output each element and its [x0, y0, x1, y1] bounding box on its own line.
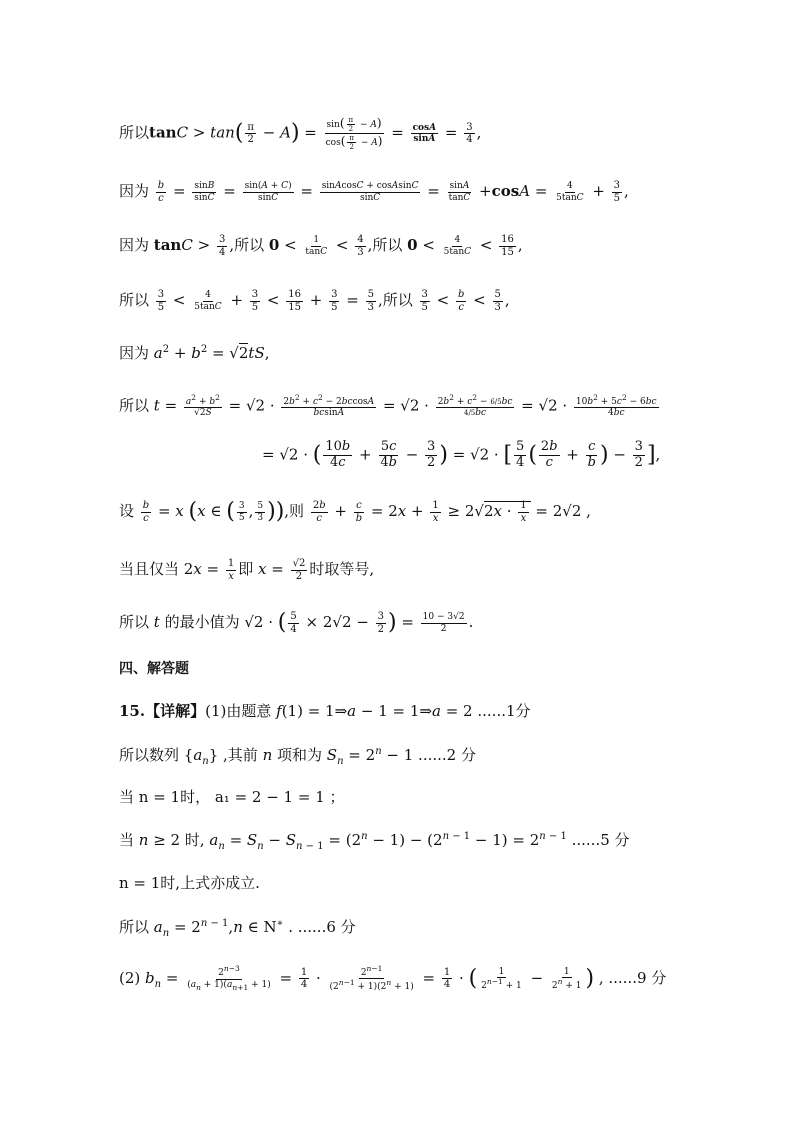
section-heading: 四、解答题	[119, 661, 189, 677]
solution-line-2: 因为 $\frac{b}{c}$ = $\frac{\sin B}{\sin C}$ = $\frac{\sin(A + C)}{\sin C}$ = $\frac{\text{sinAcosC + cosAsinC}}{\sin C}$ = $\frac{\sin A}{\tan C}$ +cosA = $\frac{4}{5\tan C}$ + $\frac{3}{5}$ ,	[119, 180, 629, 204]
solution-line-4: 所以 $\frac{3}{5}$ < $\frac{4}{5\tan C}$ + $\frac{3}{5}$ < $\frac{16}{15}$ + $\frac{3}{5}$ = $\frac{5}{3}$ ,所以 $\frac{3}{5}$ < $\frac{b}{c}$ < $\frac{5}{3}$ ,	[119, 289, 510, 313]
solution-line-3: 因为 tanC > $\frac{3}{4}$ ,所以 0 < $\frac{1}{\tan C}$ < $\frac{4}{3}$ ,所以 0 < $\frac{4}{5\tan C}$ < $\frac{16}{15}$ ,	[119, 234, 523, 258]
solution-line-9: 当且仅当 2x = $\frac{1}{x}$ 即 x = $\frac{√2}{2}$ 时取等号,	[119, 558, 375, 582]
solution-line-12: 所以数列 $\{a_n\}$ ,其前 n 项和为 $S_n = 2^n - 1$ ......2 分	[119, 746, 476, 767]
solution-line-17: (2) $b_n$ = $\frac{2^{n-3}}{(a_n + 1)(a_{n+1} + 1)}$ = $\frac{1}{4}$ · $\frac{2^{n-1}}{(2^{n-1} + 1)(2^n + 1)}$ = $\frac{1}{4}$ · ( $\frac{1}{2^{n-1} + 1}$ − $\frac{1}{2^n + 1}$ ) , ......9 分	[119, 964, 667, 993]
solution-line-15: n = 1时,上式亦成立.	[119, 874, 260, 892]
solution-line-7: = √2 · ( $\frac{10b}{4c}$ + $\frac{5c}{4b}$ − $\frac{3}{2}$ ) = √2 · [ $\frac{5}{4}$ ( $\frac{2b}{c}$ + $\frac{c}{b}$ ) − $\frac{3}{2}$ ],	[262, 439, 661, 470]
solution-line-10: 所以 t 的最小值为 √2 · ( $\frac{5}{4}$ × 2√2 − $\frac{3}{2}$ ) = $\frac{10 - 3√2}{2}$ .	[119, 610, 474, 635]
solution-line-6: 所以 t = $\frac{a^2 + b^2}{√2S}$ = √2 · $\frac{2b^2 + c^2 - 2bccosA}{bcsinA}$ = √2 · $\frac{2b^2 + c^2 - 6/5bc}{4/5bc}$ = √2 · $\frac{10b^2 + 5c^2 - 6bc}{4bc}$	[119, 393, 657, 419]
solution-line-13: 当 n = 1时， a₁ = 2 − 1 = 1 ；	[119, 788, 345, 806]
solution-line-11: 15.【详解】(1)由题意 f(1) = 1⇒a − 1 = 1⇒a = 2 ......1分	[119, 702, 531, 720]
solution-line-14: 当 n ≥ 2 时, $a_n = S_n - S_{n - 1} = (2^n - 1) - (2^{n - 1} - 1) = 2^{n - 1}$ ......5 分	[119, 831, 630, 852]
solution-line-5: 因为 $a^2 + b^2 = √2tS$,	[119, 344, 270, 362]
solution-line-8: 设 $\frac{b}{c}$ = x (x ∈ ( $\frac{3}{5}$ , $\frac{5}{3}$ )),则 $\frac{2b}{c}$ + $\frac{c}{b}$ = 2x + $\frac{1}{x}$ ≥ 2√2x · $\frac{1}{x}$ = 2√2 ,	[119, 499, 591, 524]
solution-line-16: 所以 $a_n = 2^{n - 1},n$ ∈ N∗ . ......6 分	[119, 918, 356, 939]
solution-line-1: 所以tanC > tan( $\frac{\pi}{2}$ − A) = sin( $\frac{\pi}{2}$ − A) cos( $\frac{\pi}{2}$ − A) = $\frac{\cos A}{\sin A}$ = $\frac{3}{4}$ ,	[119, 116, 482, 152]
